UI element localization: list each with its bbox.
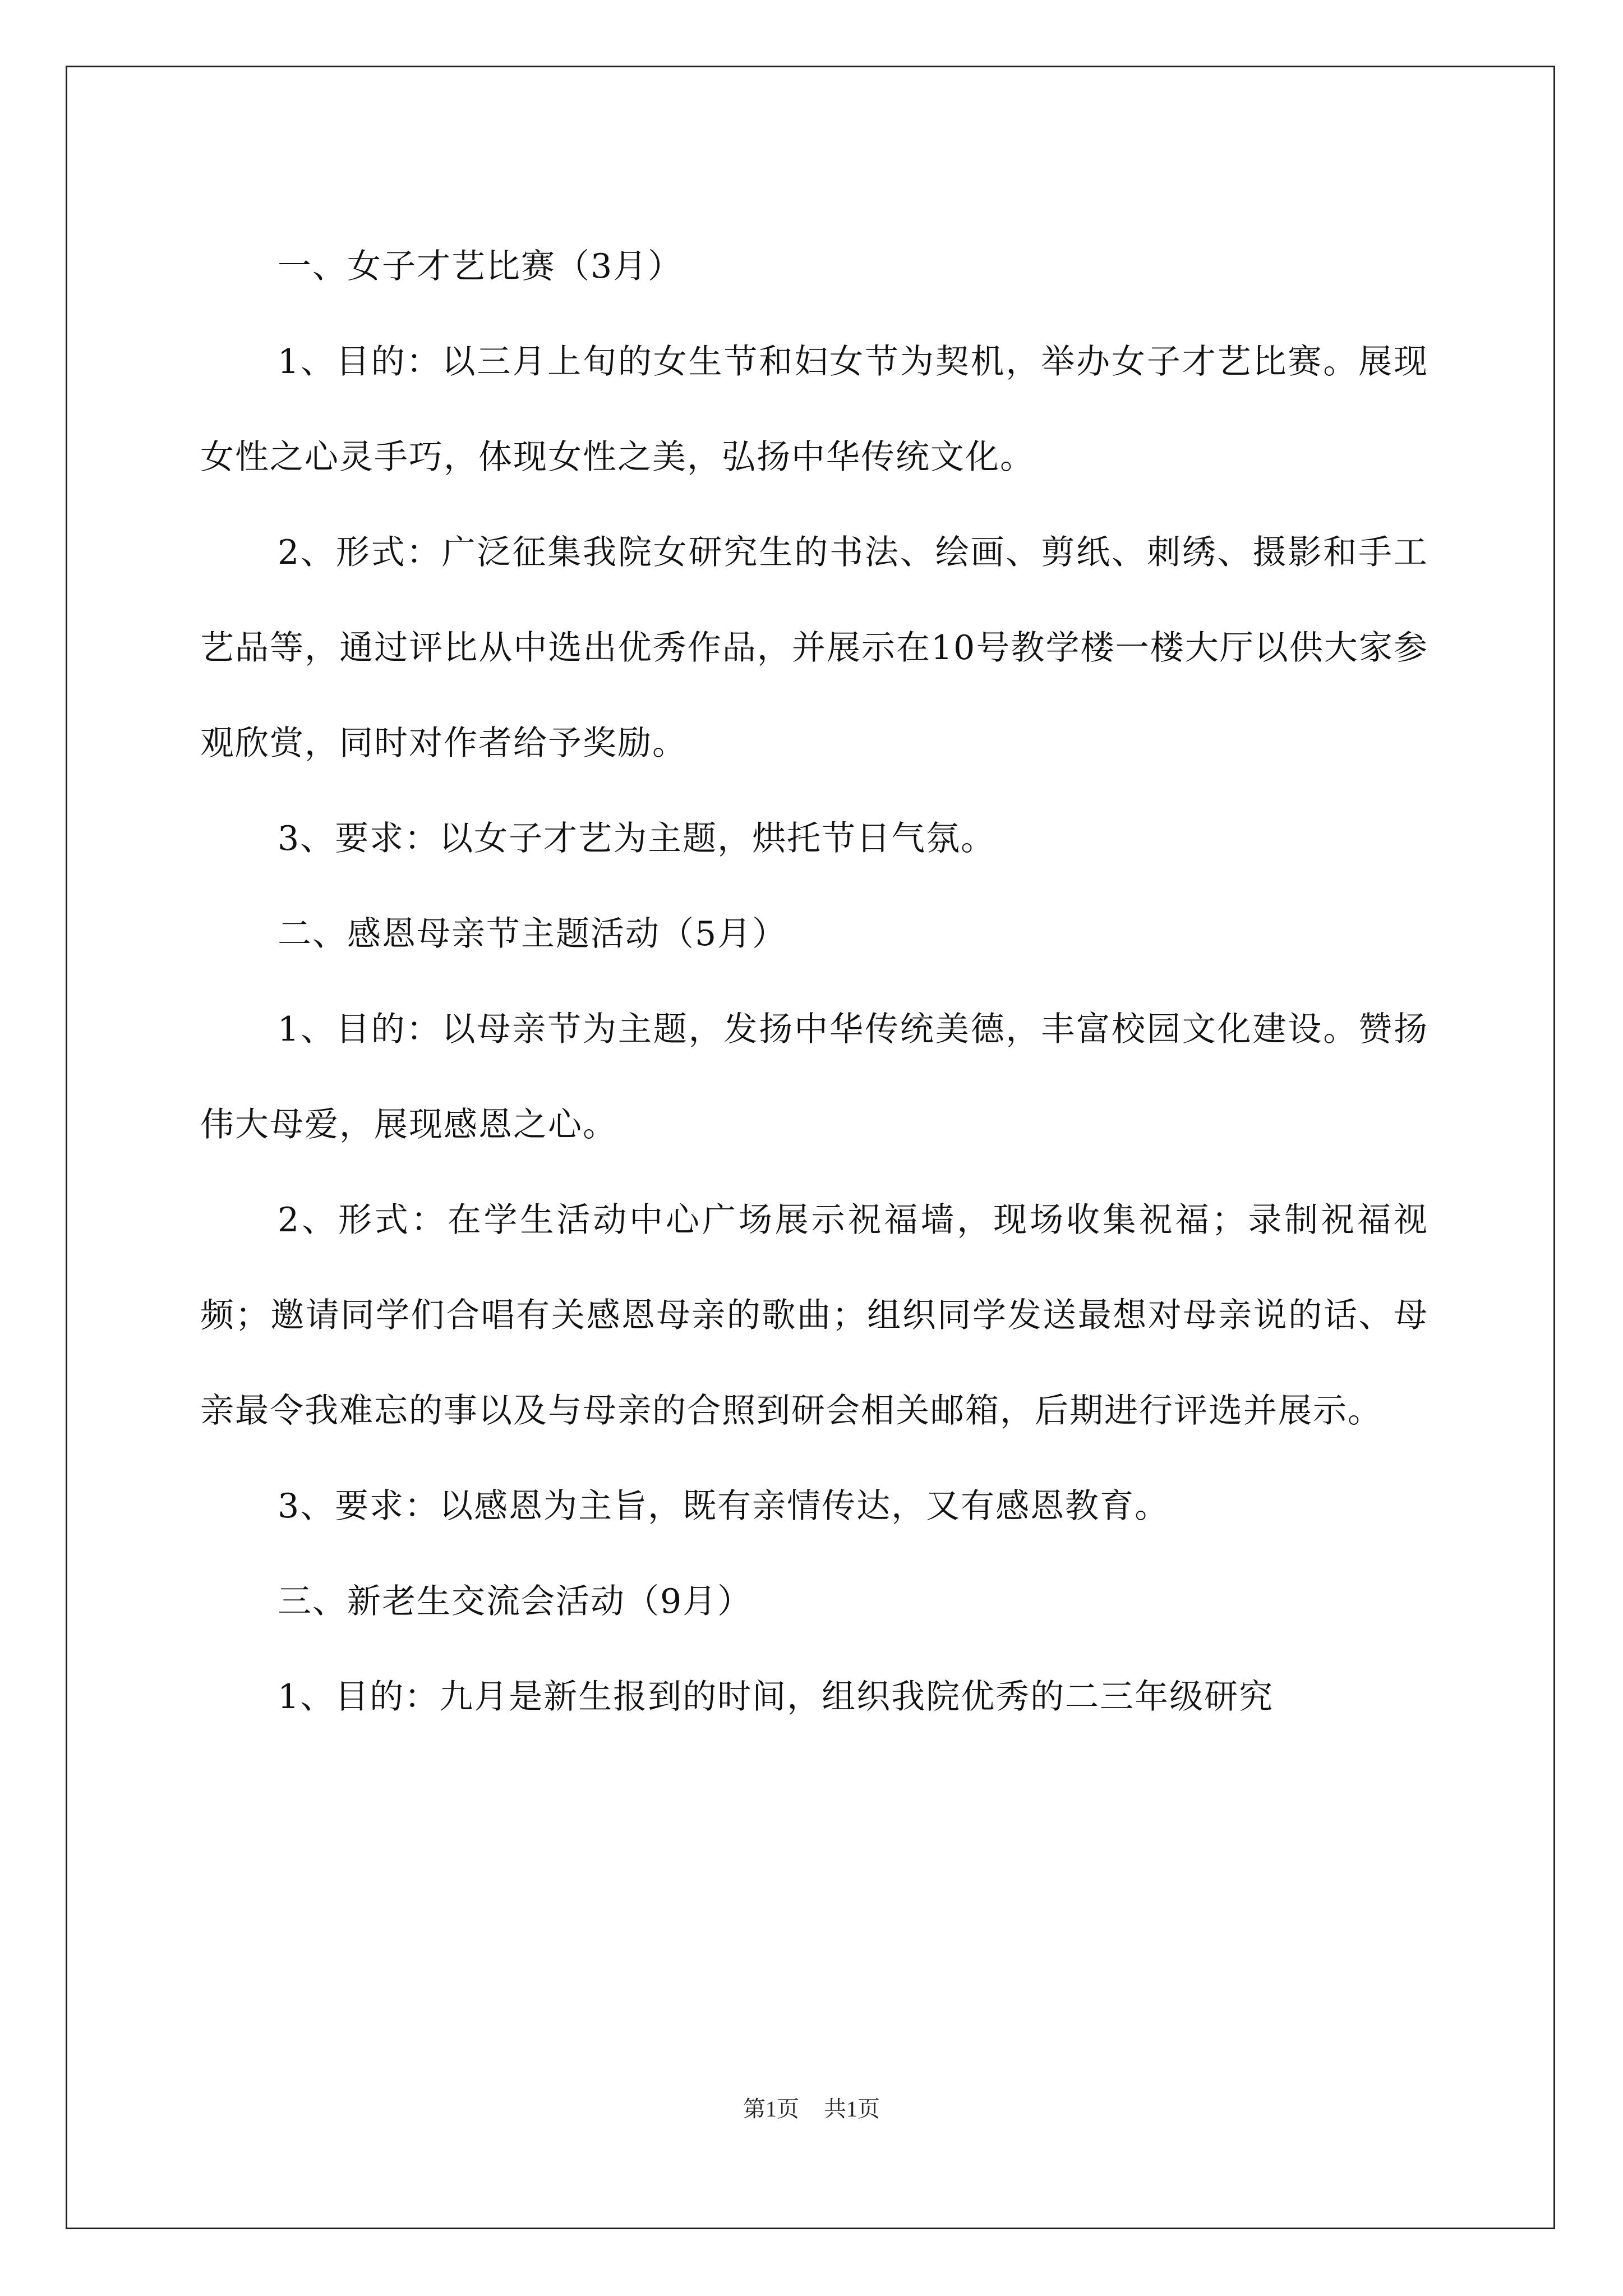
paragraph-requirement-1: 3、要求：以女子才艺为主题，烘托节日气氛。 [278, 819, 996, 858]
paragraph-purpose-2: 1、目的：以母亲节为主题，发扬中华传统美德，丰富校园文化建设。赞扬伟大母爱，展现感恩之心。 [200, 1010, 1428, 1144]
page-total: 共1页 [824, 2096, 880, 2122]
paragraph-format-1: 2、形式：广泛征集我院女研究生的书法、绘画、剪纸、刺绣、摄影和手工艺品等，通过评比从中选出优秀作品，并展示在10号教学楼一楼大厅以供大家参观欣赏，同时对作者给予奖励。 [200, 533, 1428, 763]
heading-section-3: 三、新老生交流会活动（9月） [278, 1582, 753, 1621]
paragraph-requirement-2: 3、要求：以感恩为主旨，既有亲情传达，又有感恩教育。 [278, 1487, 1170, 1526]
heading-section-1: 一、女子才艺比赛（3月） [278, 247, 683, 286]
heading-section-2: 二、感恩母亲节主题活动（5月） [278, 914, 787, 954]
paragraph-format-2: 2、形式：在学生活动中心广场展示祝福墙，现场收集祝福；录制祝福视频；邀请同学们合唱有关感恩母亲的歌曲；组织同学发送最想对母亲说的话、母亲最令我难忘的事以及与母亲的合照到研会相关邮箱，后期进行评选并展示。 [200, 1200, 1428, 1430]
document-body [200, 219, 1428, 1745]
paragraph-purpose-3: 1、目的：九月是新生报到的时间，组织我院优秀的二三年级研究 [278, 1677, 1274, 1717]
page-footer [0, 2091, 1623, 2123]
paragraph-purpose-1: 1、目的：以三月上旬的女生节和妇女节为契机，举办女子才艺比赛。展现女性之心灵手巧，体现女性之美，弘扬中华传统文化。 [200, 342, 1428, 477]
page-number: 第1页 [743, 2096, 799, 2122]
